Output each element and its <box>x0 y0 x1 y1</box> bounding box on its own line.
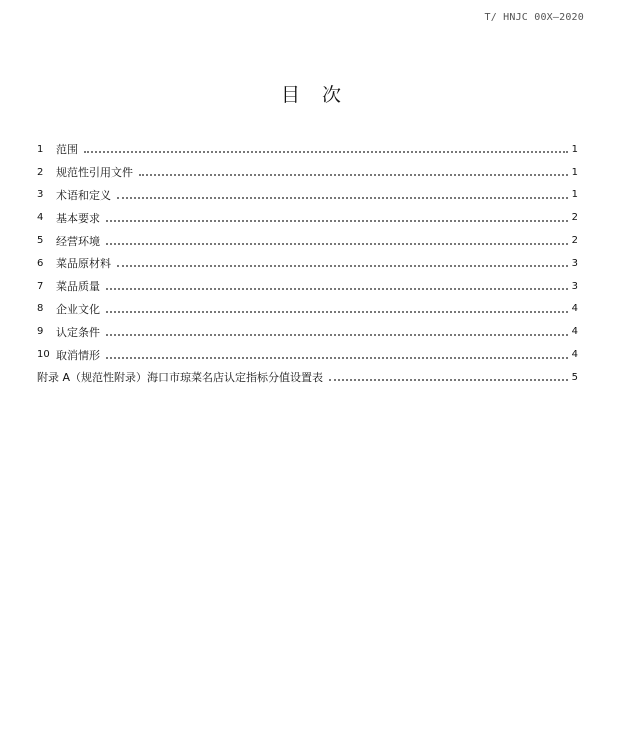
toc-entry-label: 术语和定义 <box>56 188 111 202</box>
toc-entry-revocation-cases[interactable] <box>37 343 578 366</box>
toc-entry-label: 范围 <box>56 143 78 157</box>
dot-leader <box>106 220 568 222</box>
toc-entry-number: 4 <box>37 212 44 224</box>
toc-entry-certification-conditions[interactable] <box>37 320 578 343</box>
toc-entry-page: 2 <box>571 212 578 224</box>
toc-entry-page: 4 <box>571 349 578 361</box>
toc-entry-number: 2 <box>37 166 44 178</box>
document-code: T/ HNJC 00X—2020 <box>484 12 584 23</box>
toc-entry-corporate-culture[interactable] <box>37 298 578 321</box>
toc-entry-number: 7 <box>37 280 44 292</box>
dot-leader <box>117 197 568 199</box>
toc-entry-page: 2 <box>571 235 578 247</box>
dot-leader <box>106 311 568 313</box>
dot-leader <box>106 357 568 359</box>
toc-entry-page: 5 <box>571 371 578 383</box>
toc-entry-number: 6 <box>37 257 44 269</box>
toc-entry-dish-quality[interactable] <box>37 275 578 298</box>
toc-entry-basic-requirements[interactable] <box>37 206 578 229</box>
toc-entry-appendix-a[interactable] <box>37 366 578 389</box>
dot-leader <box>106 334 568 336</box>
dot-leader <box>139 174 568 176</box>
dot-leader <box>106 243 568 245</box>
dot-leader <box>84 151 568 153</box>
toc-entry-page: 4 <box>571 326 578 338</box>
toc-entry-label: 认定条件 <box>56 325 100 339</box>
toc-entry-page: 1 <box>571 166 578 178</box>
toc-entry-number: 9 <box>37 326 44 338</box>
toc-entry-number: 10 <box>37 349 50 361</box>
toc-entry-page: 3 <box>571 257 578 269</box>
toc-entry-page: 4 <box>571 303 578 315</box>
toc-entry-number: 8 <box>37 303 44 315</box>
dot-leader <box>106 288 568 290</box>
toc-entry-label: 基本要求 <box>56 211 100 225</box>
toc-entry-label: 菜品原材料 <box>56 257 111 271</box>
toc-entry-label: 经营环境 <box>56 234 100 248</box>
toc-entry-business-environment[interactable] <box>37 229 578 252</box>
toc-entry-label: 取消情形 <box>56 348 100 362</box>
toc-entry-number: 1 <box>37 143 44 155</box>
toc-entry-label: 企业文化 <box>56 302 100 316</box>
table-of-contents <box>37 138 578 389</box>
dot-leader <box>329 379 568 381</box>
toc-entry-dish-ingredients[interactable] <box>37 252 578 275</box>
dot-leader <box>117 265 568 267</box>
toc-entry-page: 1 <box>571 189 578 201</box>
toc-entry-label: 附录 A（规范性附录）海口市琼菜名店认定指标分值设置表 <box>37 371 324 385</box>
toc-entry-number: 3 <box>37 189 44 201</box>
toc-entry-label: 规范性引用文件 <box>56 166 133 180</box>
toc-entry-number: 5 <box>37 235 44 247</box>
page-title: 目次 <box>280 84 363 106</box>
toc-entry-terms-definitions[interactable] <box>37 184 578 207</box>
toc-entry-scope[interactable] <box>37 138 578 161</box>
toc-entry-page: 3 <box>571 280 578 292</box>
toc-entry-label: 菜品质量 <box>56 280 100 294</box>
toc-entry-page: 1 <box>571 143 578 155</box>
toc-entry-normative-references[interactable] <box>37 161 578 184</box>
